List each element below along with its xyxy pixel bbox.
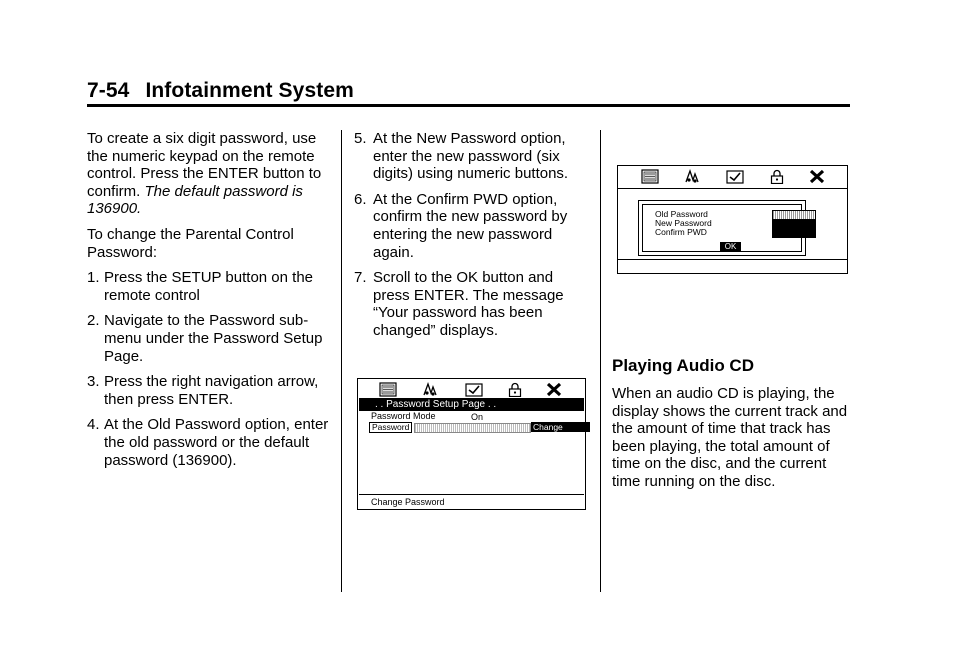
step-5 — [354, 130, 586, 183]
step-7 — [354, 269, 586, 339]
password-label: Password — [369, 422, 412, 433]
screen-bottom-rule — [618, 259, 847, 260]
step-4 — [87, 416, 332, 469]
column-divider-2 — [600, 130, 601, 592]
page-header — [87, 79, 354, 103]
column-divider-1 — [341, 130, 342, 592]
column-3 — [612, 356, 852, 491]
intro-text: To create a six digit password, use the numeric keypad on the remote control. Press the ENTER button to confirm. — [87, 130, 322, 200]
change-intro: To change the Parental Control Password: — [87, 225, 294, 261]
video-setup-icon — [465, 382, 483, 397]
default-password-note: The default password is 136900. — [87, 182, 303, 218]
password-dialog-screen — [617, 165, 848, 274]
step-text: Press the right navigation arrow, then press ENTER. — [104, 373, 319, 408]
intro-paragraph — [87, 130, 332, 218]
old-password-label: Old Password — [655, 209, 708, 219]
step-3 — [87, 373, 332, 408]
password-setup-screen — [357, 378, 586, 510]
step-6 — [354, 191, 586, 261]
step-number: 2. — [87, 312, 100, 330]
header-rule — [87, 104, 850, 107]
new-password-label: New Password — [655, 218, 712, 228]
step-number: 5. — [354, 130, 367, 147]
confirm-pwd-field — [772, 228, 816, 238]
step-text: At the New Password option, enter the new password (six digits) using numeric buttons. — [373, 130, 569, 183]
password-dialog-inner — [642, 204, 802, 252]
general-setup-icon — [641, 169, 659, 184]
step-2 — [87, 312, 332, 365]
password-field-labels — [655, 210, 712, 237]
setup-icon-bar — [358, 379, 585, 399]
change-password-footer: Change Password — [371, 497, 445, 507]
step-number: 7. — [354, 269, 367, 287]
audio-setup-icon — [421, 382, 439, 397]
step-number: 1. — [87, 269, 100, 287]
lock-icon — [768, 169, 786, 184]
section-heading: Playing Audio CD — [612, 356, 754, 375]
step-number: 4. — [87, 416, 100, 434]
password-dotted-field — [414, 423, 531, 433]
step-number: 3. — [87, 373, 100, 391]
step-1 — [87, 269, 332, 304]
exit-icon — [545, 382, 563, 397]
step-text: Press the SETUP button on the remote control — [104, 269, 314, 304]
general-setup-icon — [379, 382, 397, 397]
audio-cd-paragraph: When an audio CD is playing, the display shows the current track and the amount of time that track has been playing, the total amount of time on the disc, and the current time running on the disc. — [612, 385, 848, 490]
footer-rule — [359, 494, 584, 495]
password-mode-value: On — [471, 412, 484, 422]
password-row — [369, 422, 579, 432]
exit-icon — [808, 169, 826, 184]
password-setup-title-bar: . . Password Setup Page . . — [359, 398, 584, 411]
section-title: Infotainment System — [145, 79, 354, 102]
audio-setup-icon — [683, 169, 701, 184]
step-number: 6. — [354, 190, 367, 208]
page-number: 7-54 — [87, 79, 130, 102]
step-text: At the Confirm PWD option, confirm the new password by entering the new password again. — [373, 190, 568, 261]
step-text: Scroll to the OK button and press ENTER. The message “Your password has been changed” displays. — [373, 269, 564, 339]
column-1 — [87, 130, 332, 469]
column-2 — [354, 130, 586, 340]
confirm-pwd-label: Confirm PWD — [655, 227, 707, 237]
icon-bar-rule — [618, 188, 847, 189]
ok-button: OK — [720, 242, 741, 251]
change-option: Change — [531, 422, 590, 432]
step-text: At the Old Password option, enter the old password or the default password (136900). — [104, 416, 329, 469]
step-text: Navigate to the Password sub-menu under the Password Setup Page. — [104, 312, 323, 365]
password-dialog — [638, 200, 806, 256]
lock-icon — [506, 382, 524, 397]
video-setup-icon — [726, 169, 744, 184]
password-mode-label: Password Mode — [371, 411, 436, 421]
